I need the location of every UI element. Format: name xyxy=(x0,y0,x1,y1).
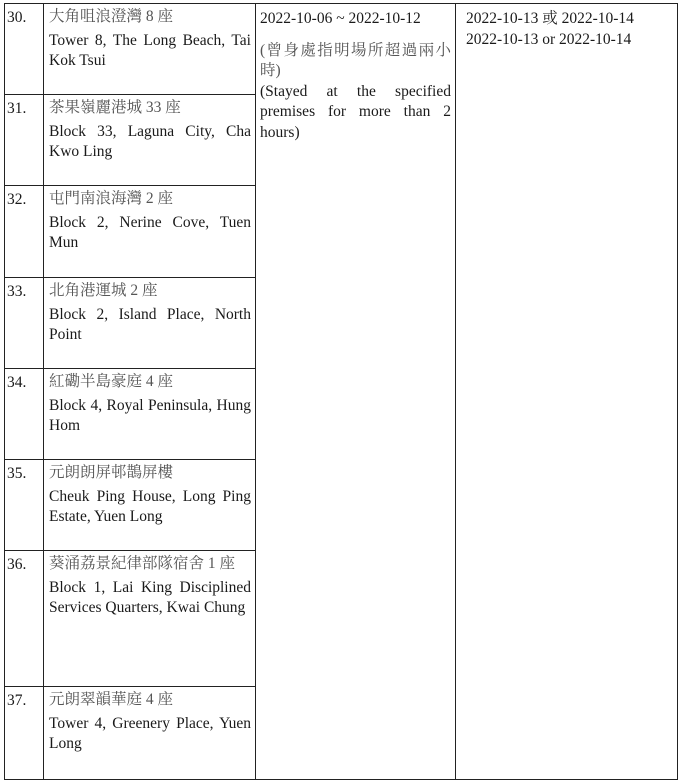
period-note-zh: (曾身處指明場所超過兩小時) xyxy=(260,41,451,79)
premise-name-zh: 紅磡半島豪庭 4 座 xyxy=(49,373,174,390)
premise-name-en: Block 33, Laguna City, Cha Kwo Ling xyxy=(49,122,251,160)
premise-name-zh: 葵涌荔景紀律部隊宿舍 1 座 xyxy=(49,555,236,572)
premise-name-en: Block 4, Royal Peninsula, Hung Hom xyxy=(49,396,251,434)
premise-cell xyxy=(44,551,256,687)
period-cell xyxy=(256,4,456,780)
row-number: 34. xyxy=(5,369,44,460)
premise-name-en: Block 2, Island Place, North Point xyxy=(49,305,251,343)
premise-name-zh: 屯門南浪海灣 2 座 xyxy=(49,190,174,207)
premise-name-zh: 大角咀浪澄灣 8 座 xyxy=(49,8,174,25)
row-number: 35. xyxy=(5,460,44,551)
premise-cell xyxy=(44,369,256,460)
row-number: 36. xyxy=(5,551,44,687)
premise-name-zh: 北角港運城 2 座 xyxy=(49,282,158,299)
test-dates-zh: 2022-10-13 或 2022-10-14 xyxy=(466,10,634,27)
premise-cell xyxy=(44,687,256,780)
period-note-en: (Stayed at the specified premises for more than 2 hours) xyxy=(260,82,451,141)
premise-cell xyxy=(44,95,256,186)
premise-name-en: Block 2, Nerine Cove, Tuen Mun xyxy=(49,213,251,251)
premise-name-en: Cheuk Ping House, Long Ping Estate, Yuen Long xyxy=(49,487,251,525)
premise-name-en: Block 1, Lai King Disciplined Services Quarters, Kwai Chung xyxy=(49,578,251,616)
premise-name-zh: 茶果嶺麗港城 33 座 xyxy=(49,99,181,116)
premise-name-en: Tower 4, Greenery Place, Yuen Long xyxy=(49,714,251,752)
test-dates-en: 2022-10-13 or 2022-10-14 xyxy=(466,30,632,48)
row-number: 32. xyxy=(5,186,44,278)
test-dates-cell xyxy=(456,4,678,780)
period-dates: 2022-10-06 ~ 2022-10-12 xyxy=(260,10,421,27)
row-number: 31. xyxy=(5,95,44,186)
premise-name-zh: 元朗翠韻華庭 4 座 xyxy=(49,691,174,708)
premise-cell xyxy=(44,460,256,551)
premises-table xyxy=(4,3,678,780)
premise-cell xyxy=(44,4,256,95)
row-number: 37. xyxy=(5,687,44,780)
premise-name-en: Tower 8, The Long Beach, Tai Kok Tsui xyxy=(49,31,251,69)
premise-cell xyxy=(44,186,256,278)
premise-cell xyxy=(44,278,256,369)
row-number: 30. xyxy=(5,4,44,95)
row-number: 33. xyxy=(5,278,44,369)
premise-name-zh: 元朗朗屏邨鵲屏樓 xyxy=(49,464,174,481)
